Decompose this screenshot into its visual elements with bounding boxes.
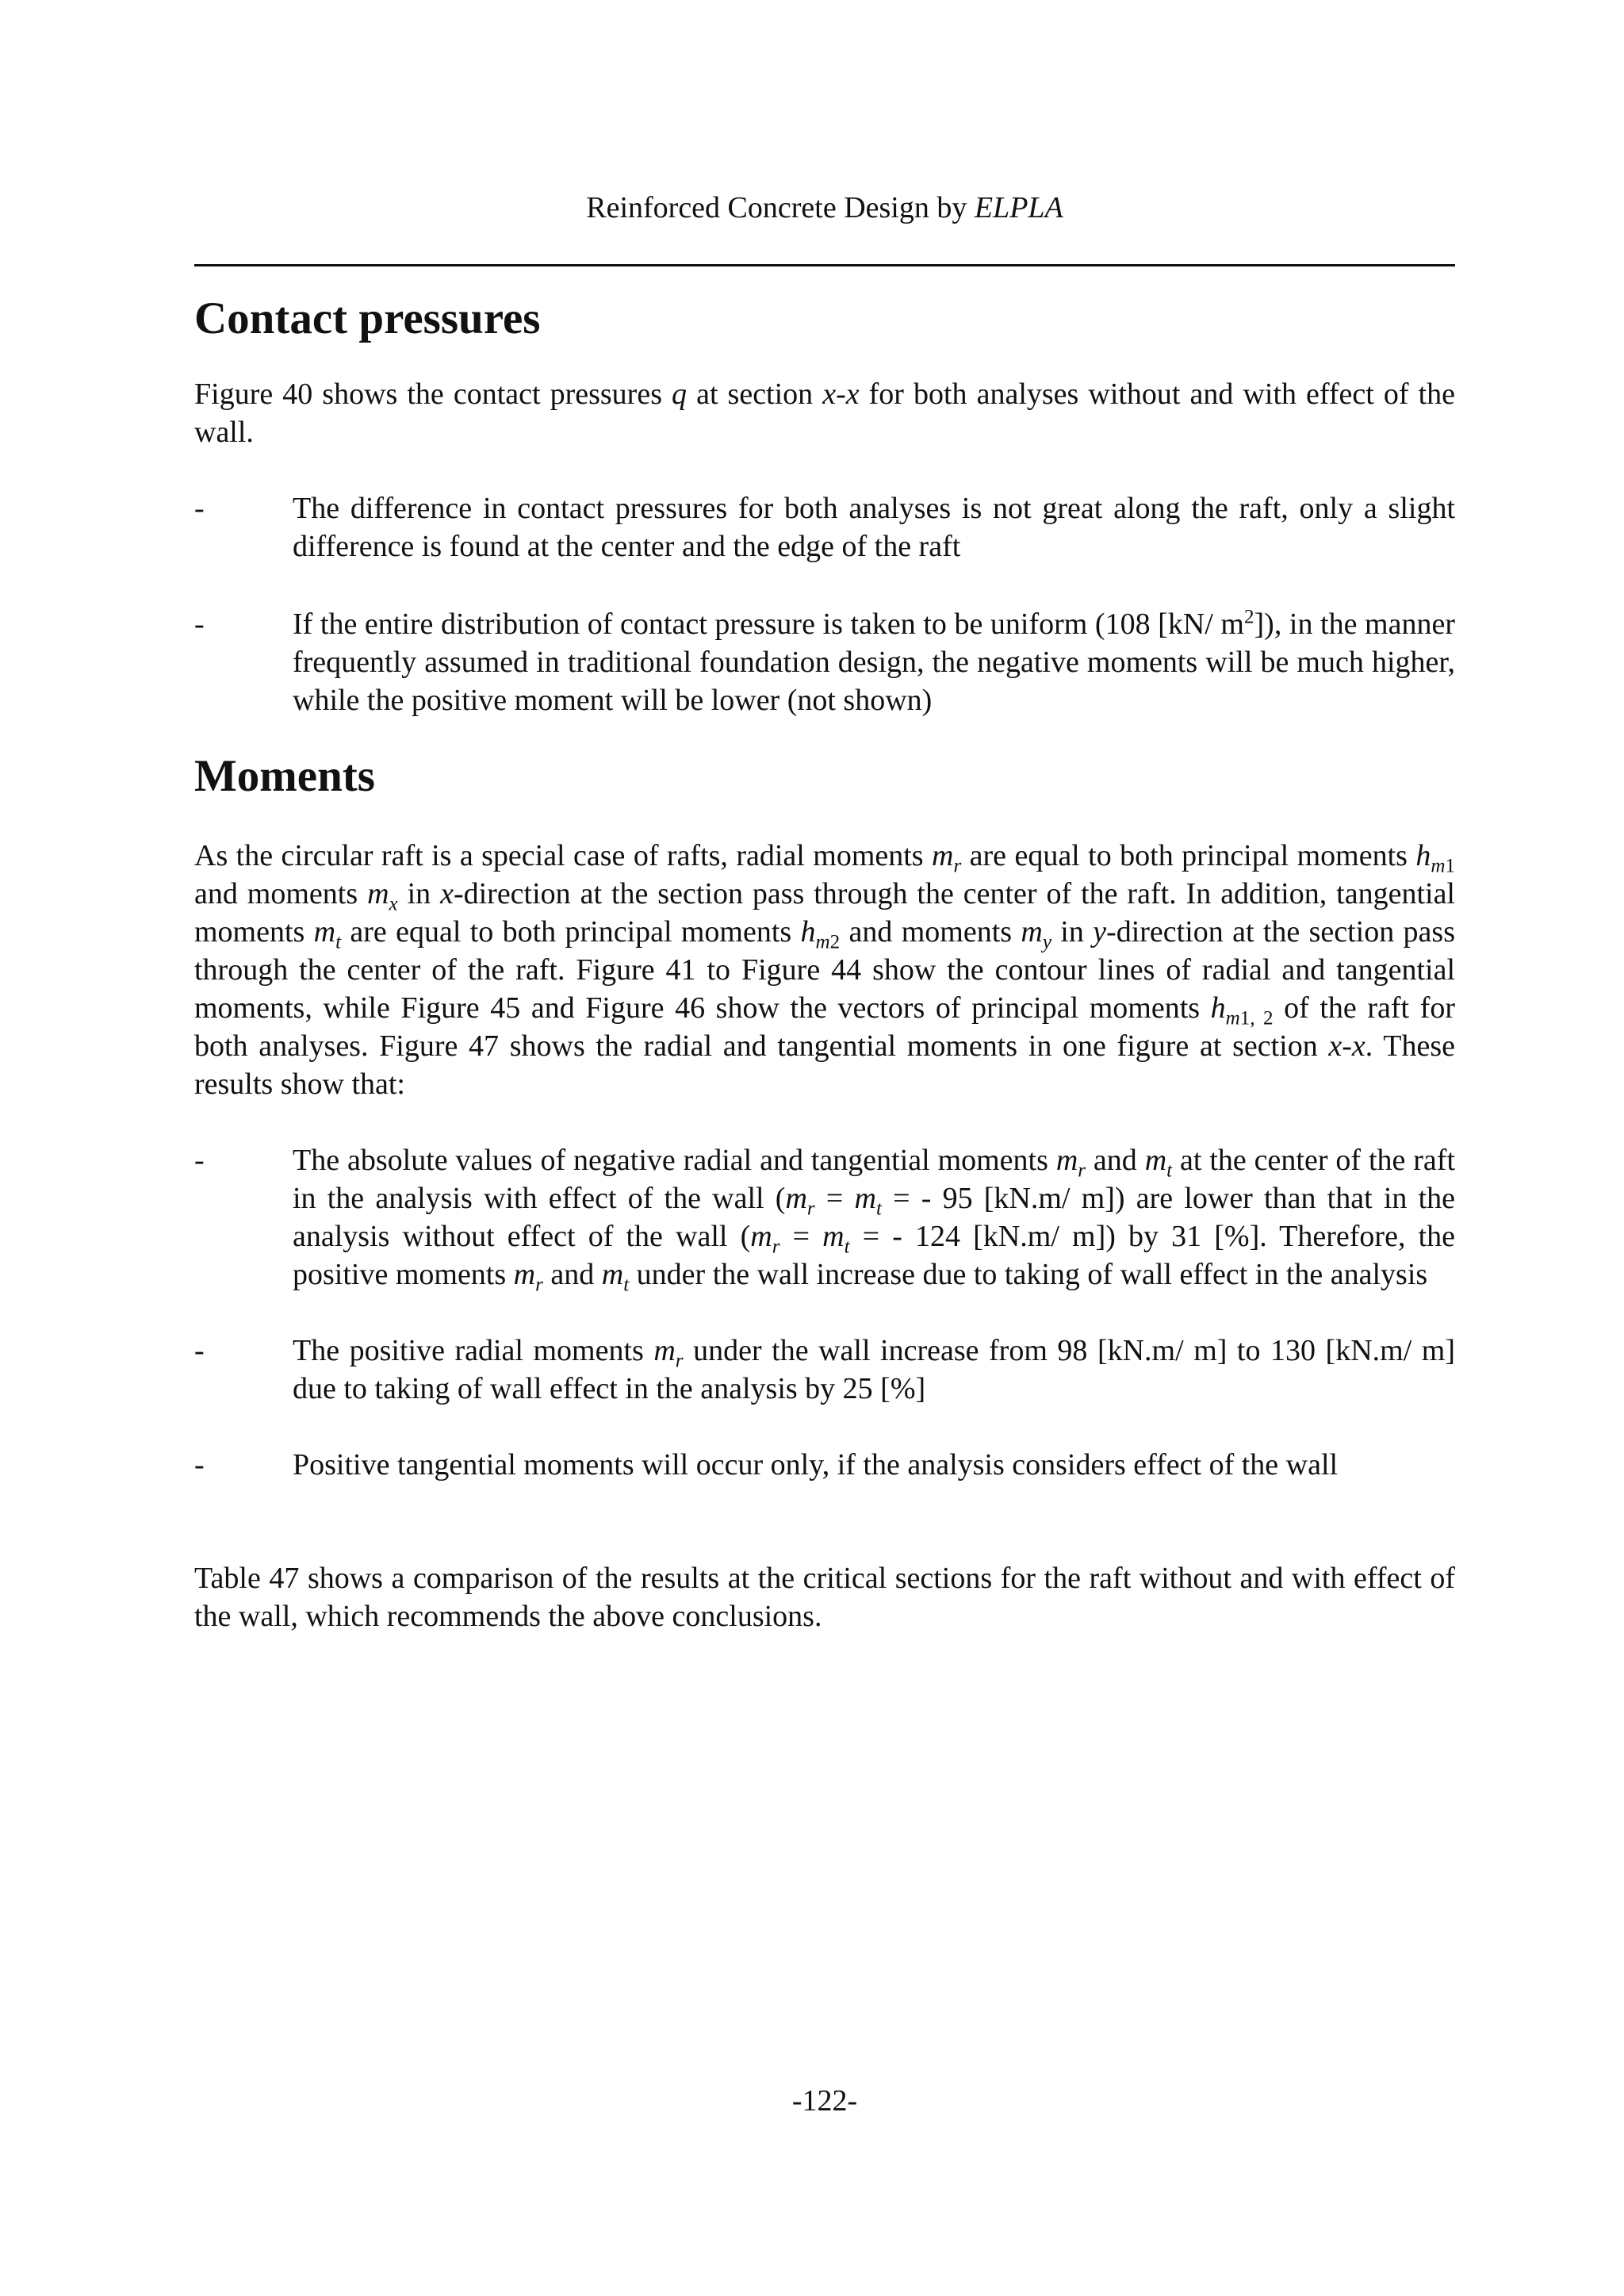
page-body	[194, 293, 1456, 1635]
list-item-text	[293, 605, 1455, 719]
subscript: m	[815, 931, 830, 953]
text: under the wall increase due to taking of wall effect in the analysis	[629, 1258, 1428, 1291]
subscript: t	[875, 1198, 882, 1220]
bullet-dash: -	[194, 492, 205, 525]
subscript: r	[953, 855, 962, 877]
symbol-m: m	[367, 877, 389, 910]
symbol-y: y	[1093, 915, 1107, 949]
list-item-moments-3	[194, 1446, 1455, 1484]
subscript: t	[623, 1274, 630, 1296]
subscript: r	[772, 1236, 780, 1258]
text: and	[1086, 1144, 1145, 1177]
list-item-contact-1	[194, 489, 1455, 565]
header-divider	[194, 264, 1455, 266]
bullet-dash: -	[194, 608, 205, 641]
symbol-m: m	[1055, 1144, 1078, 1177]
header-title-italic: ELPLA	[974, 191, 1063, 224]
subscript: 1	[1445, 855, 1455, 877]
symbol-h: h	[1415, 839, 1431, 872]
symbol-m: m	[1144, 1144, 1167, 1177]
text: at the center of the raft in the analysis with effect of the wall (	[293, 1144, 1456, 1215]
symbol-m: m	[854, 1182, 876, 1215]
symbol-m: m	[601, 1258, 624, 1291]
paragraph-contact-intro	[194, 375, 1455, 451]
list-item-moments-2	[194, 1332, 1455, 1408]
symbol-m: m	[750, 1220, 772, 1253]
symbol-h: h	[1210, 991, 1226, 1025]
list-item-text: The difference in contact pressures for both analyses is not great along the raft, only a slight difference is found at the center and the edge of the raft	[293, 492, 1455, 563]
symbol-m: m	[932, 839, 954, 872]
text: ]), in the manner frequently assumed in traditional foundation design, the negative moments will be much higher, while the positive moment will be lower (not shown)	[293, 608, 1455, 717]
symbol-m: m	[1021, 915, 1043, 949]
symbol-section-xx: x-x	[1328, 1029, 1365, 1063]
text: -direction at the section pass through the center of the raft. In addition, tangential moments	[194, 877, 1455, 949]
subscript: m	[1225, 1007, 1240, 1029]
paragraph-moments-intro	[194, 837, 1455, 1103]
text: = - 95 [kN.m/ m]) are lower than that in the analysis without effect of the wall (	[293, 1182, 1455, 1253]
running-header	[194, 189, 1455, 227]
header-title: Reinforced Concrete Design by	[586, 191, 975, 224]
symbol-m: m	[313, 915, 336, 949]
subscript: 1, 2	[1239, 1007, 1274, 1029]
symbol-m: m	[653, 1334, 676, 1367]
text: Figure 40 shows the contact pressures	[194, 378, 672, 411]
text: are equal to both principal moments	[961, 839, 1416, 872]
subscript: r	[806, 1198, 815, 1220]
text: of the raft for both analyses. Figure 47 shows the radial and tangential moments in one figure at section	[194, 991, 1456, 1063]
subscript: t	[335, 931, 342, 953]
symbol-m: m	[785, 1182, 807, 1215]
text: in	[397, 877, 441, 910]
list-item-text	[293, 1141, 1455, 1294]
text: The positive radial moments	[293, 1334, 654, 1367]
text: and moments	[840, 915, 1021, 949]
text: If the entire distribution of contact pressure is taken to be uniform (108 [kN/ m	[293, 608, 1244, 641]
list-item-moments-1	[194, 1141, 1455, 1294]
bullet-dash: -	[194, 1334, 205, 1367]
text: =	[814, 1182, 855, 1215]
subscript: m	[1431, 855, 1446, 877]
bullet-dash: -	[194, 1448, 205, 1481]
bullet-dash: -	[194, 1144, 205, 1177]
text: for both analyses without and with effect of the wall.	[194, 378, 1455, 449]
list-item-contact-2	[194, 605, 1455, 719]
symbol-h: h	[800, 915, 816, 949]
symbol-m: m	[513, 1258, 536, 1291]
text: and moments	[194, 877, 368, 910]
text: at section	[687, 378, 823, 411]
text: =	[779, 1220, 823, 1253]
text: in	[1051, 915, 1094, 949]
subscript: 2	[829, 931, 841, 953]
text: are equal to both principal moments	[341, 915, 801, 949]
text: As the circular raft is a special case of rafts, radial moments	[194, 839, 933, 872]
text: = - 124 [kN.m/ m]) by 31 [%]. Therefore, the positive moments	[293, 1220, 1455, 1291]
section-heading-contact-pressures: Contact pressures	[194, 293, 541, 343]
text: and	[542, 1258, 602, 1291]
symbol-x: x	[440, 877, 454, 910]
subscript: r	[1078, 1159, 1086, 1182]
symbol-q: q	[672, 378, 688, 411]
superscript: 2	[1243, 606, 1254, 628]
symbol-m: m	[822, 1220, 845, 1253]
text: -direction at the section pass through the center of the raft. Figure 41 to Figure 44 show the contour lines of radial and tangential moments, while Figure 45 and Figure 46 show the vectors of principal moments	[194, 915, 1455, 1025]
list-item-text	[293, 1332, 1455, 1408]
section-heading-moments: Moments	[194, 751, 375, 801]
text: . These results show that:	[194, 1029, 1456, 1101]
subscript: r	[675, 1350, 684, 1372]
page-number: -122-	[791, 2084, 858, 2118]
subscript: r	[535, 1274, 543, 1296]
subscript: x	[389, 893, 398, 915]
text: The absolute values of negative radial and tangential moments	[293, 1144, 1056, 1177]
subscript: y	[1042, 931, 1051, 953]
subscript: t	[1166, 1159, 1173, 1182]
paragraph-closing: Table 47 shows a comparison of the results at the critical sections for the raft without and with effect of the wall, which recommends the above conclusions.	[194, 1562, 1455, 1633]
list-item-text: Positive tangential moments will occur only, if the analysis considers effect of the wall	[293, 1448, 1339, 1481]
text: under the wall increase from 98 [kN.m/ m] to 130 [kN.m/ m] due to taking of wall effect in the analysis by 25 [%]	[293, 1334, 1455, 1405]
symbol-section-xx: x-x	[822, 378, 860, 411]
subscript: t	[844, 1236, 850, 1258]
